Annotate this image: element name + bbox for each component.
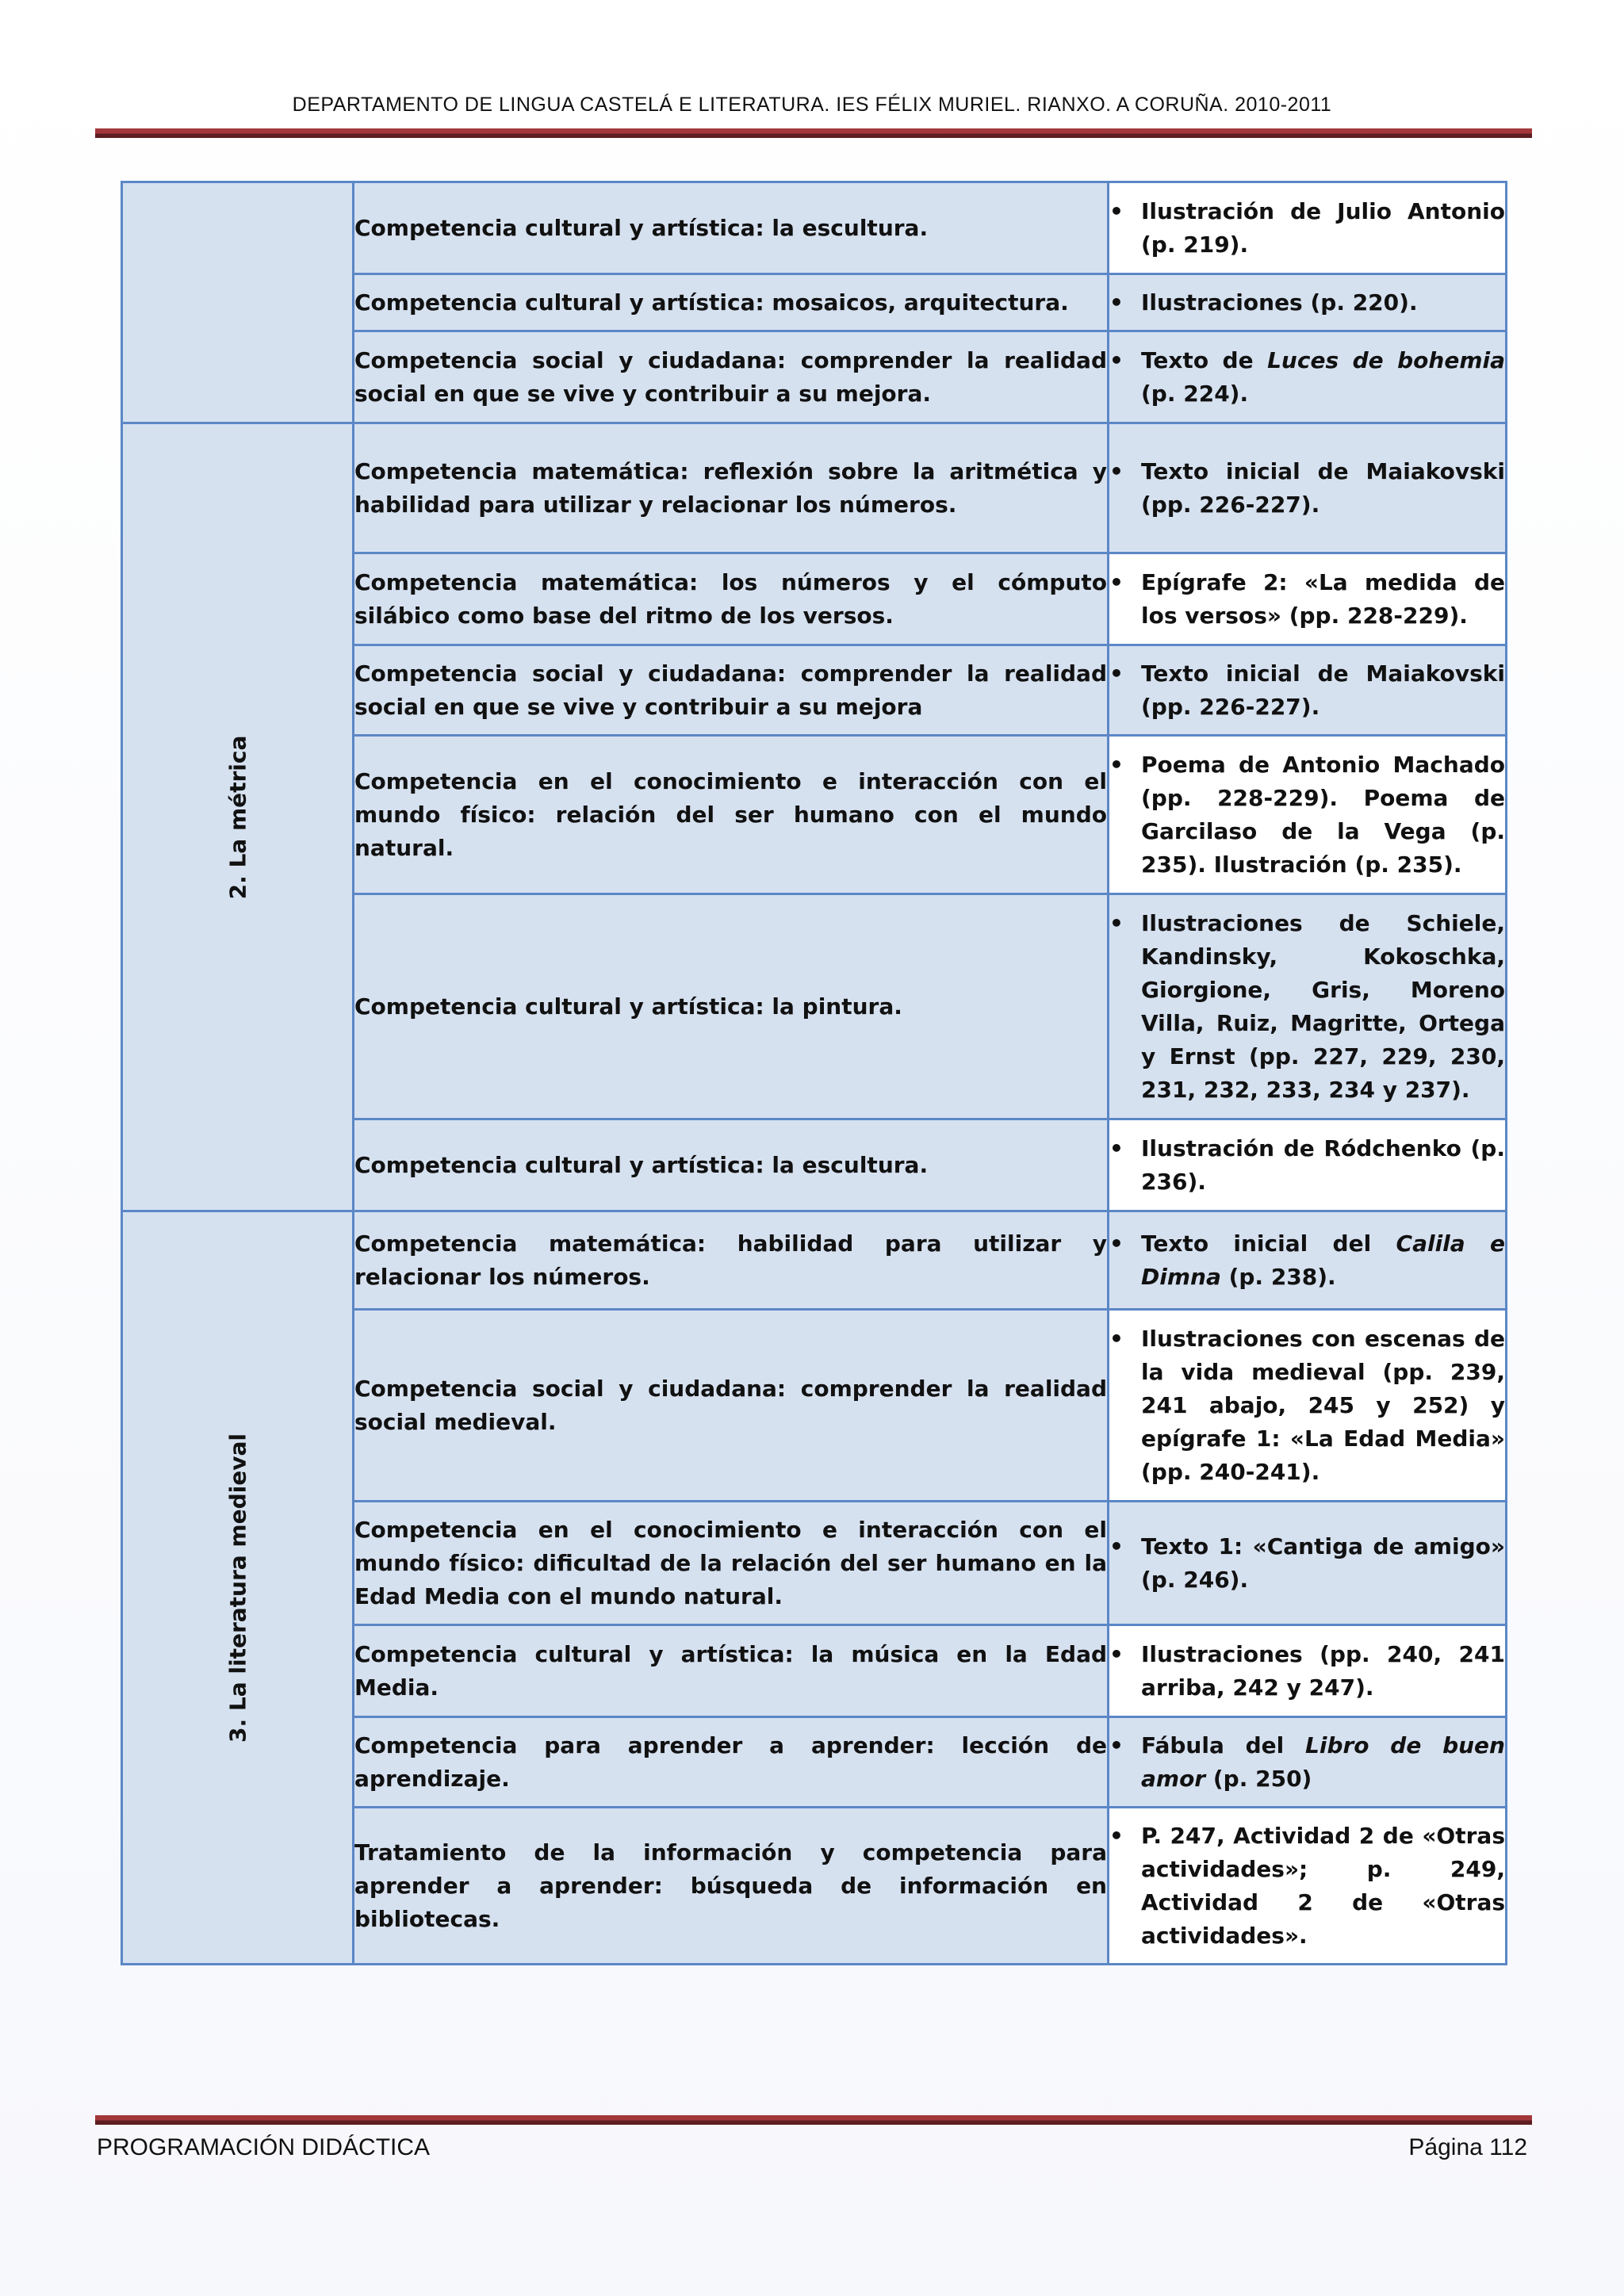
competence-cell: Competencia matemática: habilidad para utilizar y relacionar los números. bbox=[354, 1211, 1109, 1310]
resource-cell bbox=[1109, 553, 1507, 645]
resource-text: (p. 238). bbox=[1220, 1263, 1336, 1290]
resource-text: Fábula del bbox=[1141, 1732, 1305, 1758]
section-cell bbox=[122, 423, 354, 1211]
resource-text: (p. 250) bbox=[1205, 1765, 1312, 1792]
resource-cell bbox=[1109, 1119, 1507, 1211]
resource-title: Libro de buen amor bbox=[1141, 1732, 1505, 1792]
resource-cell bbox=[1109, 736, 1507, 894]
header-rule bbox=[95, 128, 1532, 138]
page-number: Página 112 bbox=[1408, 2134, 1527, 2160]
resource-item bbox=[1109, 907, 1505, 1107]
footer-title: PROGRAMACIÓN DIDÁCTICA bbox=[97, 2134, 431, 2160]
competencies-table bbox=[121, 181, 1507, 1965]
bullet-icon: • bbox=[1109, 1732, 1124, 1758]
section-cell bbox=[122, 1211, 354, 1965]
resource-item bbox=[1109, 455, 1505, 522]
resource-cell bbox=[1109, 1717, 1507, 1808]
resource-text: Ilustraciones (pp. 240, 241 arriba, 242 y 247). bbox=[1141, 1640, 1505, 1701]
resource-cell bbox=[1109, 1808, 1507, 1965]
resource-text: Ilustración de Julio Antonio (p. 219). bbox=[1141, 197, 1505, 258]
resource-text: Poema de Antonio Machado (pp. 228-229). Poema de Garcilaso de la Vega (p. 235). Ilustración (p. 235). bbox=[1141, 751, 1505, 878]
bullet-icon: • bbox=[1109, 1640, 1124, 1667]
resource-item bbox=[1109, 1820, 1505, 1953]
bullet-icon: • bbox=[1109, 1230, 1124, 1257]
resource-text: Texto 1: «Cantiga de amigo» (p. 246). bbox=[1141, 1533, 1505, 1593]
page-header: DEPARTAMENTO DE LINGUA CASTELÁ E LITERATURA. IES FÉLIX MURIEL. RIANXO. A CORUÑA. 2010-2011 bbox=[292, 94, 1332, 116]
section-label: 2. La métrica bbox=[224, 735, 251, 899]
competence-cell: Competencia en el conocimiento e interacción con el mundo físico: dificultad de la relación del ser humano en la Edad Media con el mundo natural. bbox=[354, 1502, 1109, 1625]
resource-text: Epígrafe 2: «La medida de los versos» (pp. 228-229). bbox=[1141, 568, 1505, 629]
resource-text: Ilustración de Ródchenko (p. 236). bbox=[1141, 1135, 1505, 1195]
table-row bbox=[122, 182, 1507, 274]
competence-cell: Competencia social y ciudadana: comprender la realidad social en que se vive y contribuir a su mejora. bbox=[354, 331, 1109, 423]
resource-title: Luces de bohemia bbox=[1267, 346, 1505, 373]
competence-cell: Competencia social y ciudadana: comprender la realidad social en que se vive y contribuir a su mejora bbox=[354, 645, 1109, 736]
bullet-icon: • bbox=[1109, 346, 1124, 373]
resource-text: Texto de bbox=[1141, 346, 1268, 373]
competence-cell: Tratamiento de la información y competencia para aprender a aprender: búsqueda de información en bibliotecas. bbox=[354, 1808, 1109, 1965]
resource-text: Ilustraciones de Schiele, Kandinsky, Kokoschka, Giorgione, Gris, Moreno Villa, Ruiz, Magritte, Ortega y Ernst (pp. 227, 229, 230, 231, 232, 233, 234 y 237). bbox=[1141, 909, 1505, 1103]
resource-text: (p. 224). bbox=[1141, 380, 1249, 407]
resource-cell bbox=[1109, 423, 1507, 553]
competence-cell: Competencia social y ciudadana: comprender la realidad social medieval. bbox=[354, 1310, 1109, 1502]
resource-item bbox=[1109, 566, 1505, 633]
competence-cell: Competencia cultural y artística: la escultura. bbox=[354, 182, 1109, 274]
resource-text: Texto inicial de Maiakovski (pp. 226-227). bbox=[1141, 457, 1505, 518]
resource-text: Ilustraciones (p. 220). bbox=[1141, 289, 1418, 316]
section-cell bbox=[122, 182, 354, 423]
bullet-icon: • bbox=[1109, 909, 1124, 936]
resource-text: Ilustraciones con escenas de la vida medieval (pp. 239, 241 abajo, 245 y 252) y epígrafe 1: «La Edad Media» (pp. 240-241). bbox=[1141, 1325, 1505, 1485]
bullet-icon: • bbox=[1109, 660, 1124, 687]
bullet-icon: • bbox=[1109, 289, 1124, 316]
section-label: 3. La literatura medieval bbox=[224, 1433, 251, 1743]
resource-text: Texto inicial del bbox=[1141, 1230, 1396, 1257]
resource-item bbox=[1109, 1132, 1505, 1199]
resource-cell bbox=[1109, 331, 1507, 423]
competence-cell: Competencia matemática: reflexión sobre la aritmética y habilidad para utilizar y relacionar los números. bbox=[354, 423, 1109, 553]
resource-item bbox=[1109, 195, 1505, 262]
competence-cell: Competencia cultural y artística: la escultura. bbox=[354, 1119, 1109, 1211]
competence-cell: Competencia cultural y artística: la pintura. bbox=[354, 894, 1109, 1119]
resource-cell bbox=[1109, 182, 1507, 274]
bullet-icon: • bbox=[1109, 568, 1124, 595]
resource-cell bbox=[1109, 1211, 1507, 1310]
competence-cell: Competencia cultural y artística: la música en la Edad Media. bbox=[354, 1625, 1109, 1717]
resource-item bbox=[1109, 286, 1505, 320]
resource-cell bbox=[1109, 645, 1507, 736]
bullet-icon: • bbox=[1109, 1533, 1124, 1559]
resource-item bbox=[1109, 344, 1505, 411]
resource-item bbox=[1109, 1530, 1505, 1597]
bullet-icon: • bbox=[1109, 1135, 1124, 1161]
bullet-icon: • bbox=[1109, 457, 1124, 484]
bullet-icon: • bbox=[1109, 1822, 1124, 1849]
competence-cell: Competencia en el conocimiento e interacción con el mundo físico: relación del ser humano con el mundo natural. bbox=[354, 736, 1109, 894]
bullet-icon: • bbox=[1109, 751, 1124, 778]
table-row bbox=[122, 1211, 1507, 1310]
resource-item bbox=[1109, 657, 1505, 724]
resource-cell bbox=[1109, 894, 1507, 1119]
resource-text: P. 247, Actividad 2 de «Otras actividades»; p. 249, Actividad 2 de «Otras actividades». bbox=[1141, 1822, 1505, 1949]
competence-cell: Competencia cultural y artística: mosaicos, arquitectura. bbox=[354, 274, 1109, 331]
resource-item bbox=[1109, 1322, 1505, 1489]
resource-item bbox=[1109, 1638, 1505, 1705]
competence-cell: Competencia para aprender a aprender: lección de aprendizaje. bbox=[354, 1717, 1109, 1808]
resource-cell bbox=[1109, 274, 1507, 331]
bullet-icon: • bbox=[1109, 197, 1124, 224]
resource-cell bbox=[1109, 1310, 1507, 1502]
resource-cell bbox=[1109, 1625, 1507, 1717]
resource-title: Calila e Dimna bbox=[1141, 1230, 1505, 1290]
resource-cell bbox=[1109, 1502, 1507, 1625]
resource-item bbox=[1109, 748, 1505, 882]
resource-text: Texto inicial de Maiakovski (pp. 226-227). bbox=[1141, 660, 1505, 720]
bullet-icon: • bbox=[1109, 1325, 1124, 1352]
competence-cell: Competencia matemática: los números y el cómputo silábico como base del ritmo de los versos. bbox=[354, 553, 1109, 645]
resource-item bbox=[1109, 1227, 1505, 1294]
resource-item bbox=[1109, 1729, 1505, 1796]
footer-rule bbox=[95, 2115, 1532, 2125]
table-row bbox=[122, 423, 1507, 553]
